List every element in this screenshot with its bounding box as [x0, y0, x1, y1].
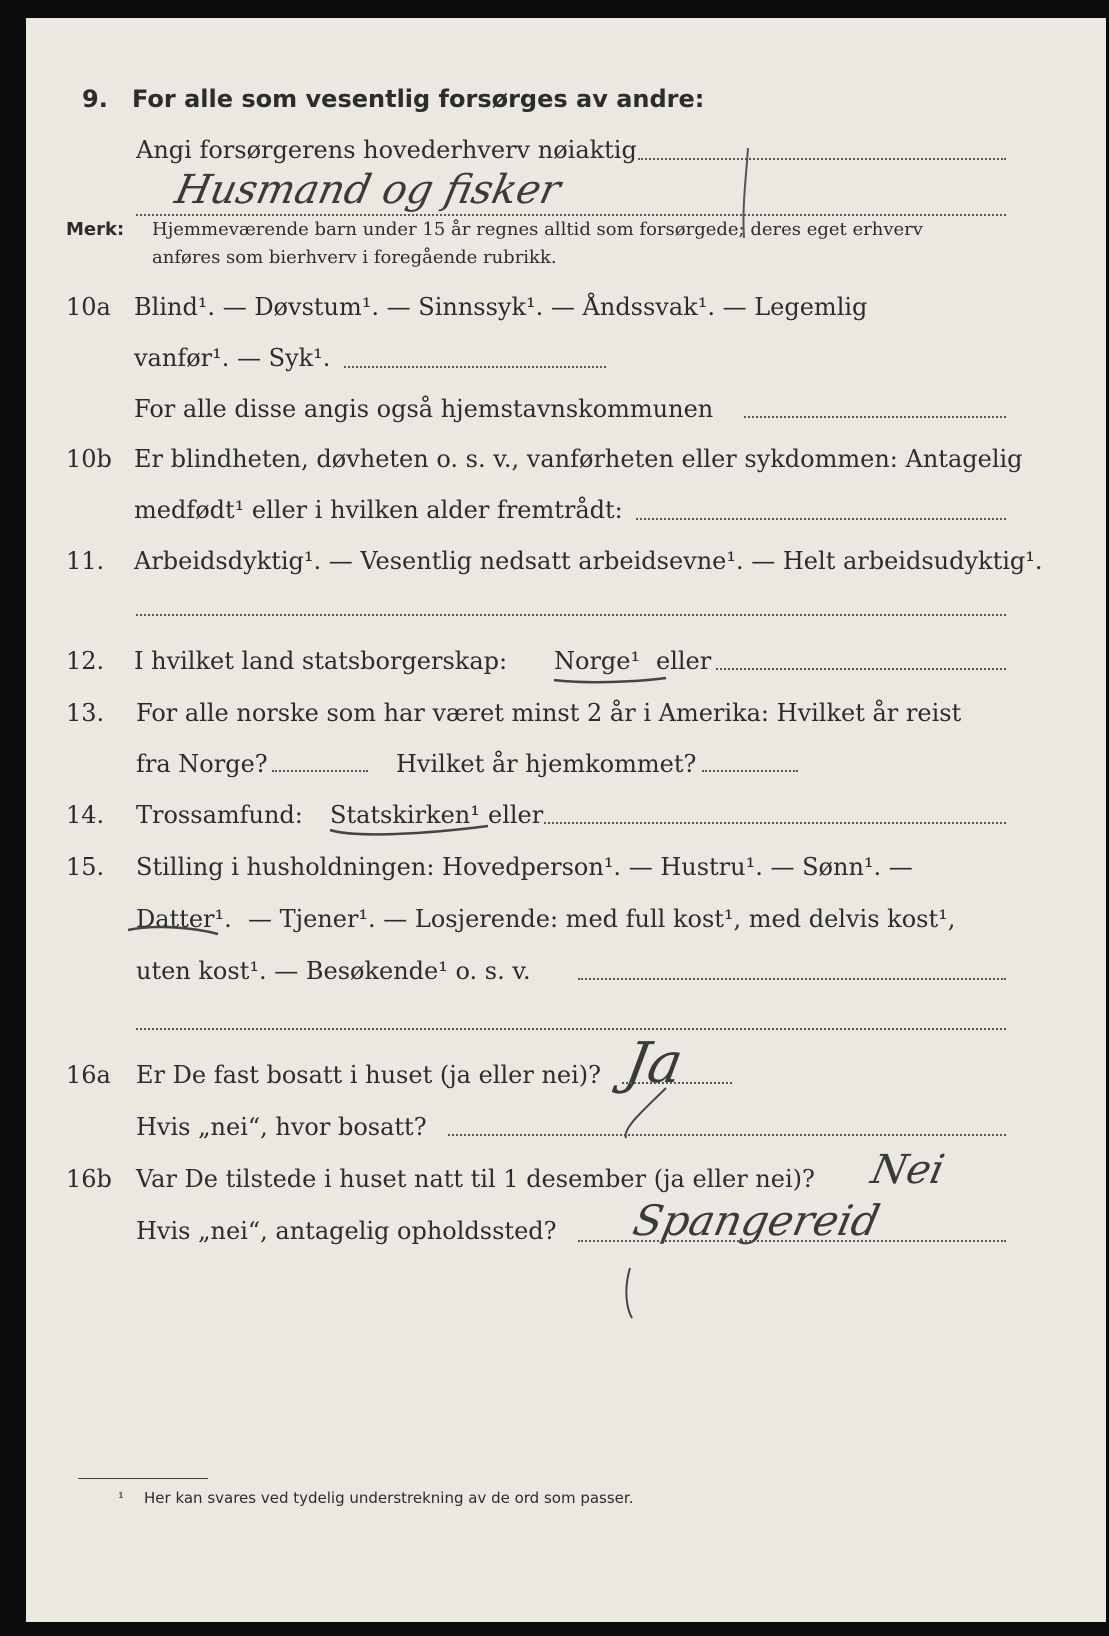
census-form-page	[26, 18, 1106, 1622]
q15-line-3: uten kost¹. — Besøkende¹ o. s. v.	[136, 957, 531, 985]
q14-answer-line	[544, 822, 1006, 824]
q15-extra-line	[136, 1028, 1006, 1030]
q12-suffix: eller	[656, 647, 712, 675]
q13-line-1: For alle norske som har været minst 2 år i Amerika: Hvilket år reist	[136, 699, 962, 727]
merk-label: Merk:	[66, 219, 125, 240]
q10a-line-1: Blind¹. — Døvstum¹. — Sinnssyk¹. — Åndssvak¹. — Legemlig	[134, 293, 868, 321]
q12-answer-line	[716, 668, 1006, 670]
q15-line-1: Stilling i husholdningen: Hovedperson¹. — Hustru¹. — Sønn¹. —	[136, 853, 913, 881]
q10a-hjemstavn-line	[744, 416, 1006, 418]
footnote-mark: ¹	[118, 1489, 125, 1507]
q16b-line-1: Var De tilstede i huset natt til 1 desember (ja eller nei)?	[136, 1165, 815, 1193]
q10b-line-1: Er blindheten, døvheten o. s. v., vanførheten eller sykdommen: Antagelig	[134, 445, 1023, 473]
q9-title: For alle som vesentlig forsørges av andre:	[132, 85, 705, 113]
q16a-line-1: Er De fast bosatt i huset (ja eller nei)?	[136, 1061, 602, 1089]
q13-reist-line	[272, 770, 368, 772]
q9-answer-line-2	[136, 214, 1006, 216]
q10b-line-2: medfødt¹ eller i hvilken alder fremtrådt:	[134, 496, 623, 524]
q10a-line-2: vanfør¹. — Syk¹.	[134, 344, 331, 372]
q15-answer-line	[578, 978, 1006, 980]
q16a-answer-line-1	[622, 1082, 732, 1084]
q16b-answer-opholdssted: Spangereid	[628, 1196, 885, 1245]
q16b-number: 16b	[66, 1165, 112, 1193]
q10b-answer-line	[636, 518, 1006, 520]
q11-line-1: Arbeidsdyktig¹. — Vesentlig nedsatt arbeidsevne¹. — Helt arbeidsudyktig¹.	[134, 547, 1043, 575]
q15-option-datter: Datter¹.	[136, 905, 232, 933]
q16b-answer-nei: Nei	[867, 1147, 949, 1193]
q14-prefix: Trossamfund:	[136, 801, 303, 829]
q10a-line-3: For alle disse angis også hjemstavnskommunen	[134, 395, 714, 423]
q9-prompt: Angi forsørgerens hovederhverv nøiaktig	[136, 136, 637, 164]
q12-option-norge: Norge¹	[554, 647, 641, 675]
q13-hjemkommet-line	[702, 770, 798, 772]
merk-line-2: anføres som bierhverv i foregående rubrikk.	[152, 247, 557, 268]
q11-answer-line	[136, 614, 1006, 616]
q13-line-2b: Hvilket år hjemkommet?	[396, 750, 697, 778]
merk-line-1: Hjemmeværende barn under 15 år regnes alltid som forsørgede; deres eget erhverv	[152, 219, 923, 240]
q12-number: 12.	[66, 647, 105, 675]
footnote-rule	[78, 1478, 208, 1479]
footnote-text: Her kan svares ved tydelig understrekning av de ord som passer.	[144, 1489, 634, 1507]
q10a-number: 10a	[66, 293, 111, 321]
spangereid-tail-stroke	[626, 1268, 632, 1318]
q9-answer-line-1	[638, 158, 1006, 160]
q15-number: 15.	[66, 853, 105, 881]
q14-number: 14.	[66, 801, 105, 829]
q16b-answer-line	[578, 1240, 1006, 1242]
q16a-answer-line-2	[448, 1134, 1006, 1136]
q13-line-2a: fra Norge?	[136, 750, 268, 778]
underline-norge	[554, 678, 666, 682]
q11-number: 11.	[66, 547, 105, 575]
q10a-syk-line	[344, 366, 606, 368]
q16a-answer-ja: Ja	[620, 1031, 688, 1096]
q14-option-statskirken: Statskirken¹	[330, 801, 480, 829]
q15-line-2: — Tjener¹. — Losjerende: med full kost¹, med delvis kost¹,	[248, 905, 956, 933]
q9-number: 9.	[82, 85, 108, 113]
q9-handwritten-answer: Husmand og fisker	[171, 167, 565, 213]
q12-prefix: I hvilket land statsborgerskap:	[134, 647, 508, 675]
q13-number: 13.	[66, 699, 105, 727]
q16b-line-2: Hvis „nei“, antagelig opholdssted?	[136, 1217, 557, 1245]
q16a-line-2: Hvis „nei“, hvor bosatt?	[136, 1113, 427, 1141]
q16a-number: 16a	[66, 1061, 111, 1089]
q14-suffix: eller	[488, 801, 544, 829]
q10b-number: 10b	[66, 445, 112, 473]
